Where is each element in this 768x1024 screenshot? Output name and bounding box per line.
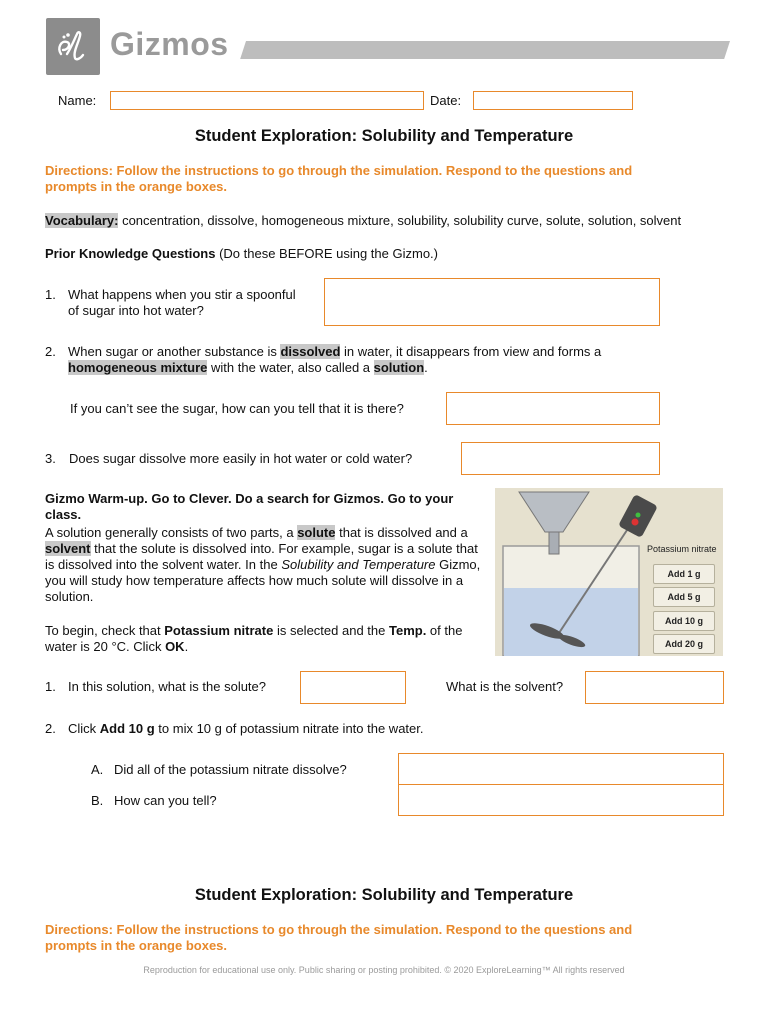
vocabulary-terms: concentration, dissolve, homogeneous mixture, solubility, solubility curve, solute, solution, solvent <box>118 213 682 228</box>
warmup-heading: Gizmo Warm-up. Go to Clever. Do a search for Gizmos. Go to your class. <box>45 491 454 522</box>
name-field[interactable] <box>110 91 424 110</box>
solvent-question: What is the solvent? <box>446 679 564 694</box>
explorelearning-logo-icon <box>55 28 91 66</box>
q3-number: 3. <box>45 451 56 466</box>
date-label: Date: <box>430 93 462 108</box>
q1-number: 1. <box>45 287 56 302</box>
q1-text: What happens when you stir a spoonful of sugar into hot water? <box>68 287 296 318</box>
wA-letter: A. <box>91 762 104 777</box>
logo <box>46 18 100 75</box>
warmup-paragraph: A solution generally consists of two parts, a solute that is dissolved and a solvent that the solute is dissolved into. For example, sugar is a solute that is dissolved into the solvent water. In the Solubility and Temperature Gizmo, you will study how temperature affects how much solute will dissolve in a solution. <box>45 525 481 604</box>
vocabulary-label: Vocabulary: <box>45 213 119 228</box>
w2-text: Click Add 10 g to mix 10 g of potassium nitrate into the water. <box>68 721 424 736</box>
date-field[interactable] <box>473 91 633 110</box>
footer-copyright: Reproduction for educational use only. Public sharing or posting prohibited. © 2020 ExploreLearning™ All rights reserved <box>143 965 625 975</box>
solute-name-label: Potassium nitrate <box>647 544 717 554</box>
q1-answer-box[interactable] <box>324 278 660 326</box>
prior-knowledge-heading: Prior Knowledge Questions (Do these BEFORE using the Gizmo.) <box>45 246 438 261</box>
brand-name: Gizmos <box>110 26 229 62</box>
wB-letter: B. <box>91 793 104 808</box>
wA-text: Did all of the potassium nitrate dissolve? <box>114 762 347 777</box>
directions-repeat: Directions: Follow the instructions to go through the simulation. Respond to the questions and prompts in the orange boxes. <box>45 922 633 953</box>
solvent-answer-box[interactable] <box>585 671 724 704</box>
q3-answer-box[interactable] <box>461 442 660 475</box>
wA-answer-box[interactable] <box>398 753 724 785</box>
vocabulary <box>45 213 681 228</box>
wB-text: How can you tell? <box>114 793 217 808</box>
w1-number: 1. <box>45 679 56 694</box>
gizmo-simulation-image <box>495 488 723 656</box>
q2-number: 2. <box>45 344 56 359</box>
warmup-instructions: To begin, check that Potassium nitrate is selected and the Temp. of the water is 20 °C. Click OK. <box>45 623 463 654</box>
solute-answer-box[interactable] <box>300 671 406 704</box>
w1-text: In this solution, what is the solute? <box>68 679 267 694</box>
page-title: Student Exploration: Solubility and Temperature <box>194 127 574 145</box>
name-label: Name: <box>58 93 97 108</box>
page-title-repeat: Student Exploration: Solubility and Temperature <box>194 886 574 904</box>
directions: Directions: Follow the instructions to go through the simulation. Respond to the questions and prompts in the orange boxes. <box>45 163 633 194</box>
w2-number: 2. <box>45 721 56 736</box>
q2-text: When sugar or another substance is dissolved in water, it disappears from view and forms a homogeneous mixture with the water, also called a solution. <box>68 344 602 375</box>
q2-answer-box[interactable] <box>446 392 660 425</box>
q3-text: Does sugar dissolve more easily in hot water or cold water? <box>69 451 413 466</box>
add-10g-button[interactable]: Add 10 g <box>653 611 715 631</box>
add-20g-button[interactable]: Add 20 g <box>653 634 715 654</box>
q2-subquestion: If you can’t see the sugar, how can you tell that it is there? <box>70 401 404 416</box>
add-5g-button[interactable]: Add 5 g <box>653 587 715 607</box>
wB-answer-box[interactable] <box>398 784 724 816</box>
add-1g-button[interactable]: Add 1 g <box>653 564 715 584</box>
header-banner <box>240 41 730 59</box>
